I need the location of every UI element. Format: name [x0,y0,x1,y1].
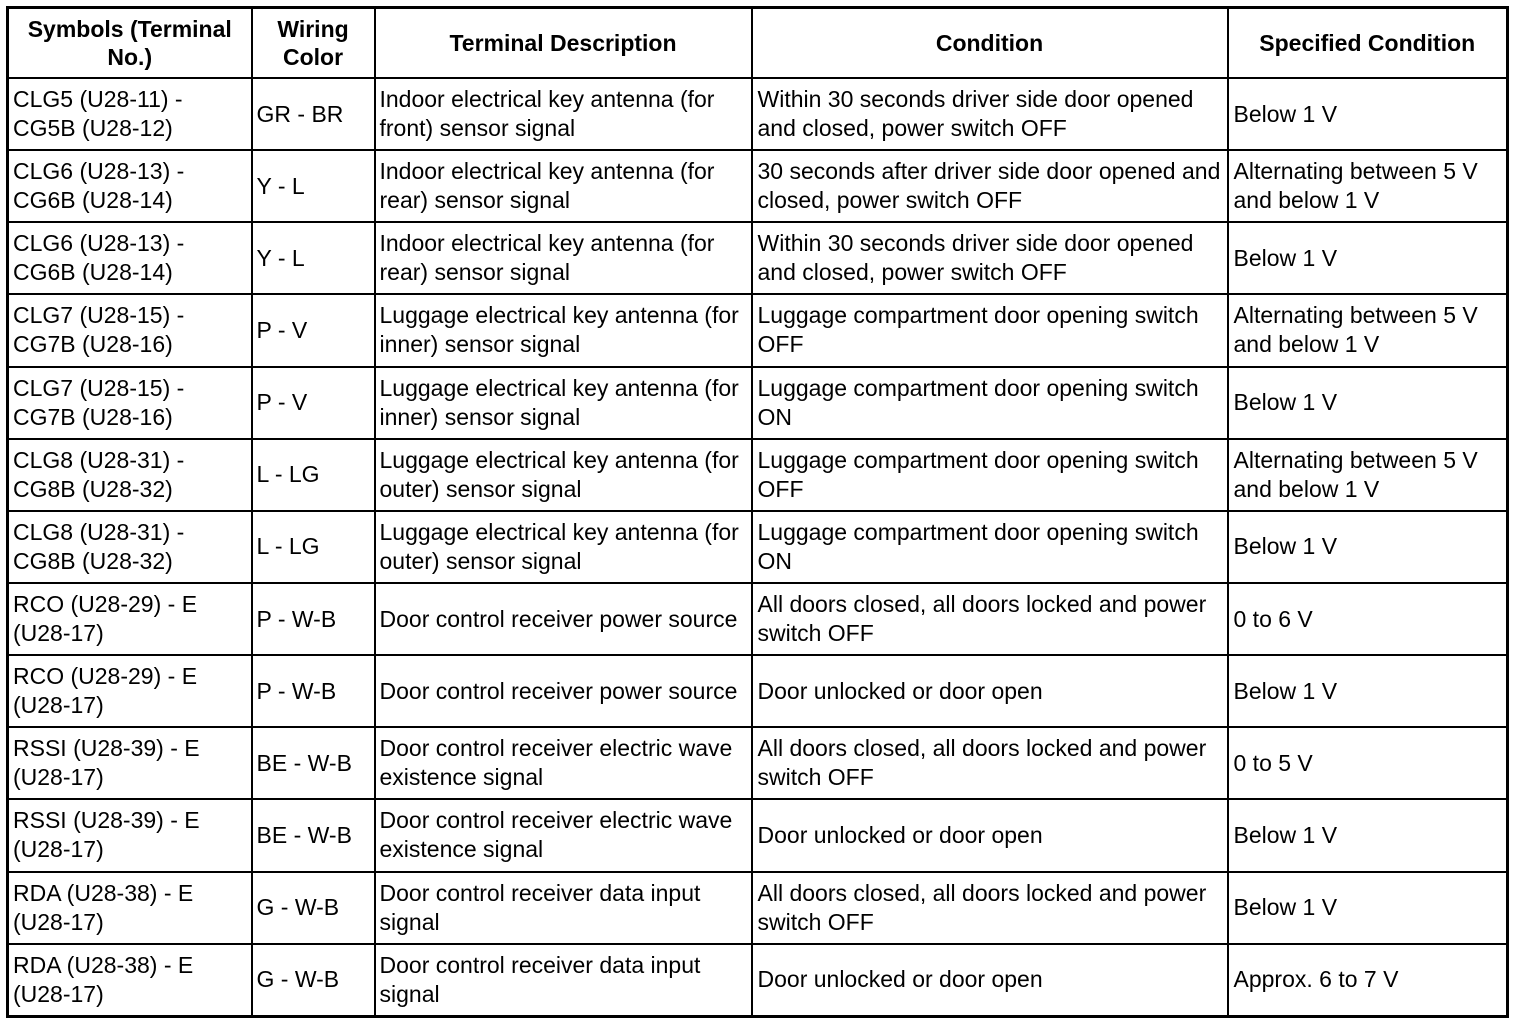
cell-specified: Below 1 V [1228,511,1508,583]
cell-wiring-color: P - V [252,294,375,366]
cell-symbol: CLG8 (U28-31) - CG8B (U28-32) [8,511,252,583]
cell-symbol: CLG5 (U28-11) - CG5B (U28-12) [8,78,252,150]
table-row [8,294,1508,366]
table-row [8,78,1508,150]
cell-symbol: CLG8 (U28-31) - CG8B (U28-32) [8,439,252,511]
cell-wiring-color: P - W-B [252,583,375,655]
table-row [8,872,1508,944]
cell-description: Luggage electrical key antenna (for outer) sensor signal [375,439,752,511]
cell-condition: All doors closed, all doors locked and power switch OFF [752,583,1228,655]
cell-wiring-color: L - LG [252,439,375,511]
cell-condition: Door unlocked or door open [752,655,1228,727]
cell-description: Door control receiver electric wave existence signal [375,727,752,799]
cell-wiring-color: G - W-B [252,944,375,1017]
cell-description: Luggage electrical key antenna (for inner) sensor signal [375,367,752,439]
cell-symbol: CLG6 (U28-13) - CG6B (U28-14) [8,150,252,222]
cell-symbol: CLG6 (U28-13) - CG6B (U28-14) [8,222,252,294]
terminal-table [6,6,1509,1018]
table-body [8,78,1508,1017]
cell-symbol: CLG7 (U28-15) - CG7B (U28-16) [8,367,252,439]
cell-symbol: RCO (U28-29) - E (U28-17) [8,583,252,655]
table-row [8,439,1508,511]
cell-symbol: RDA (U28-38) - E (U28-17) [8,944,252,1017]
cell-wiring-color: Y - L [252,150,375,222]
cell-condition: All doors closed, all doors locked and power switch OFF [752,872,1228,944]
cell-symbol: CLG7 (U28-15) - CG7B (U28-16) [8,294,252,366]
cell-specified: Below 1 V [1228,367,1508,439]
cell-specified: Approx. 6 to 7 V [1228,944,1508,1017]
cell-description: Indoor electrical key antenna (for rear) sensor signal [375,222,752,294]
cell-condition: Luggage compartment door opening switch ON [752,511,1228,583]
cell-symbol: RSSI (U28-39) - E (U28-17) [8,799,252,871]
cell-condition: Luggage compartment door opening switch OFF [752,439,1228,511]
cell-wiring-color: P - V [252,367,375,439]
header-specified-condition: Specified Condition [1228,8,1508,79]
cell-specified: Alternating between 5 V and below 1 V [1228,294,1508,366]
header-terminal-description: Terminal Description [375,8,752,79]
cell-condition: Within 30 seconds driver side door opened and closed, power switch OFF [752,78,1228,150]
cell-wiring-color: GR - BR [252,78,375,150]
table-row [8,655,1508,727]
cell-description: Door control receiver power source [375,583,752,655]
table-row [8,511,1508,583]
cell-condition: Within 30 seconds driver side door opened and closed, power switch OFF [752,222,1228,294]
cell-description: Indoor electrical key antenna (for front) sensor signal [375,78,752,150]
cell-description: Door control receiver data input signal [375,944,752,1017]
table-row [8,150,1508,222]
table-row [8,944,1508,1017]
table-header [8,8,1508,79]
cell-condition: Door unlocked or door open [752,799,1228,871]
terminal-spec-sheet [6,6,1506,1018]
cell-wiring-color: G - W-B [252,872,375,944]
cell-condition: Door unlocked or door open [752,944,1228,1017]
cell-description: Door control receiver data input signal [375,872,752,944]
cell-condition: All doors closed, all doors locked and power switch OFF [752,727,1228,799]
header-symbols: Symbols (Terminal No.) [8,8,252,79]
cell-wiring-color: BE - W-B [252,799,375,871]
cell-symbol: RSSI (U28-39) - E (U28-17) [8,727,252,799]
table-row [8,583,1508,655]
cell-symbol: RCO (U28-29) - E (U28-17) [8,655,252,727]
cell-description: Luggage electrical key antenna (for outer) sensor signal [375,511,752,583]
cell-description: Door control receiver power source [375,655,752,727]
cell-specified: Below 1 V [1228,799,1508,871]
cell-condition: 30 seconds after driver side door opened and closed, power switch OFF [752,150,1228,222]
cell-specified: 0 to 5 V [1228,727,1508,799]
cell-symbol: RDA (U28-38) - E (U28-17) [8,872,252,944]
cell-description: Luggage electrical key antenna (for inner) sensor signal [375,294,752,366]
table-row [8,727,1508,799]
cell-wiring-color: BE - W-B [252,727,375,799]
cell-description: Indoor electrical key antenna (for rear) sensor signal [375,150,752,222]
cell-specified: Below 1 V [1228,78,1508,150]
table-row [8,222,1508,294]
cell-specified: 0 to 6 V [1228,583,1508,655]
header-row [8,8,1508,79]
cell-wiring-color: Y - L [252,222,375,294]
cell-specified: Alternating between 5 V and below 1 V [1228,150,1508,222]
header-wiring-color: Wiring Color [252,8,375,79]
cell-specified: Below 1 V [1228,222,1508,294]
cell-specified: Below 1 V [1228,655,1508,727]
cell-condition: Luggage compartment door opening switch ON [752,367,1228,439]
cell-specified: Alternating between 5 V and below 1 V [1228,439,1508,511]
header-condition: Condition [752,8,1228,79]
cell-specified: Below 1 V [1228,872,1508,944]
cell-condition: Luggage compartment door opening switch OFF [752,294,1228,366]
cell-description: Door control receiver electric wave existence signal [375,799,752,871]
cell-wiring-color: L - LG [252,511,375,583]
table-row [8,367,1508,439]
cell-wiring-color: P - W-B [252,655,375,727]
table-row [8,799,1508,871]
